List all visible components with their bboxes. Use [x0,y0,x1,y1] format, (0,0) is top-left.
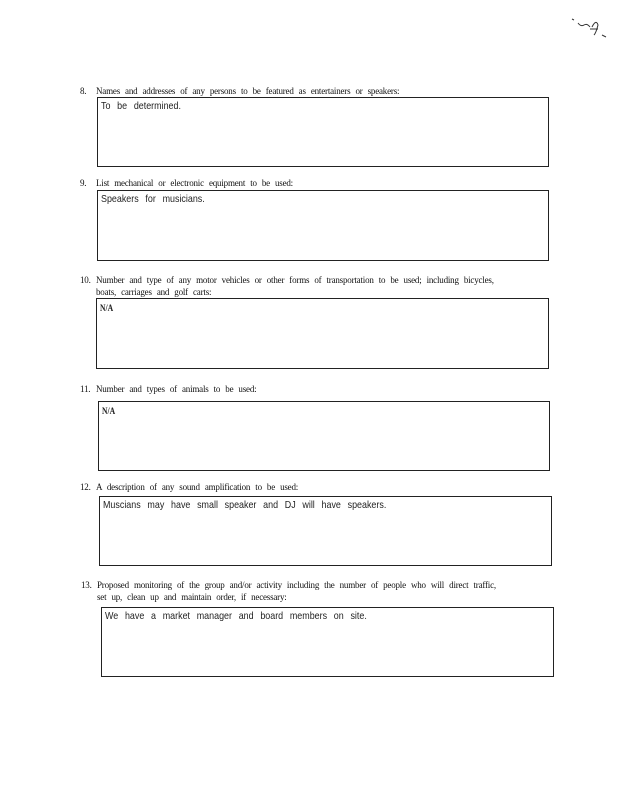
question-number: 9. [80,178,87,188]
question-label-continued: boats, carriages and golf carts: [96,287,212,297]
handwritten-mark [570,15,615,50]
answer-text: Muscians may have small speaker and DJ will have speakers. [103,499,387,511]
answer-text: N/A [102,406,116,416]
question-label: List mechanical or electronic equipment to be used: [96,178,293,188]
question-label: Proposed monitoring of the group and/or activity including the number of people who will direct traffic, [97,580,496,590]
answer-box-11[interactable] [98,401,550,471]
question-number: 10. [80,275,91,285]
question-number: 13. [81,580,92,590]
answer-box-10[interactable] [96,298,549,369]
question-label: Number and type of any motor vehicles or other forms of transportation to be used; including bicycles, [96,275,494,285]
question-number: 12. [80,482,91,492]
question-label: Number and types of animals to be used: [96,384,257,394]
answer-text: N/A [100,303,114,313]
answer-box-9[interactable] [97,190,549,261]
answer-text: To be determined. [101,100,181,112]
question-label: A description of any sound amplification to be used: [96,482,299,492]
question-number: 11. [80,384,91,394]
answer-text: We have a market manager and board members on site. [105,610,367,622]
answer-box-13[interactable] [101,607,554,677]
question-number: 8. [80,86,87,96]
answer-box-8[interactable] [97,97,549,167]
answer-text: Speakers for musicians. [101,193,205,205]
question-label: Names and addresses of any persons to be featured as entertainers or speakers: [96,86,400,96]
answer-box-12[interactable] [99,496,552,566]
question-label-continued: set up, clean up and maintain order, if necessary: [97,592,287,602]
